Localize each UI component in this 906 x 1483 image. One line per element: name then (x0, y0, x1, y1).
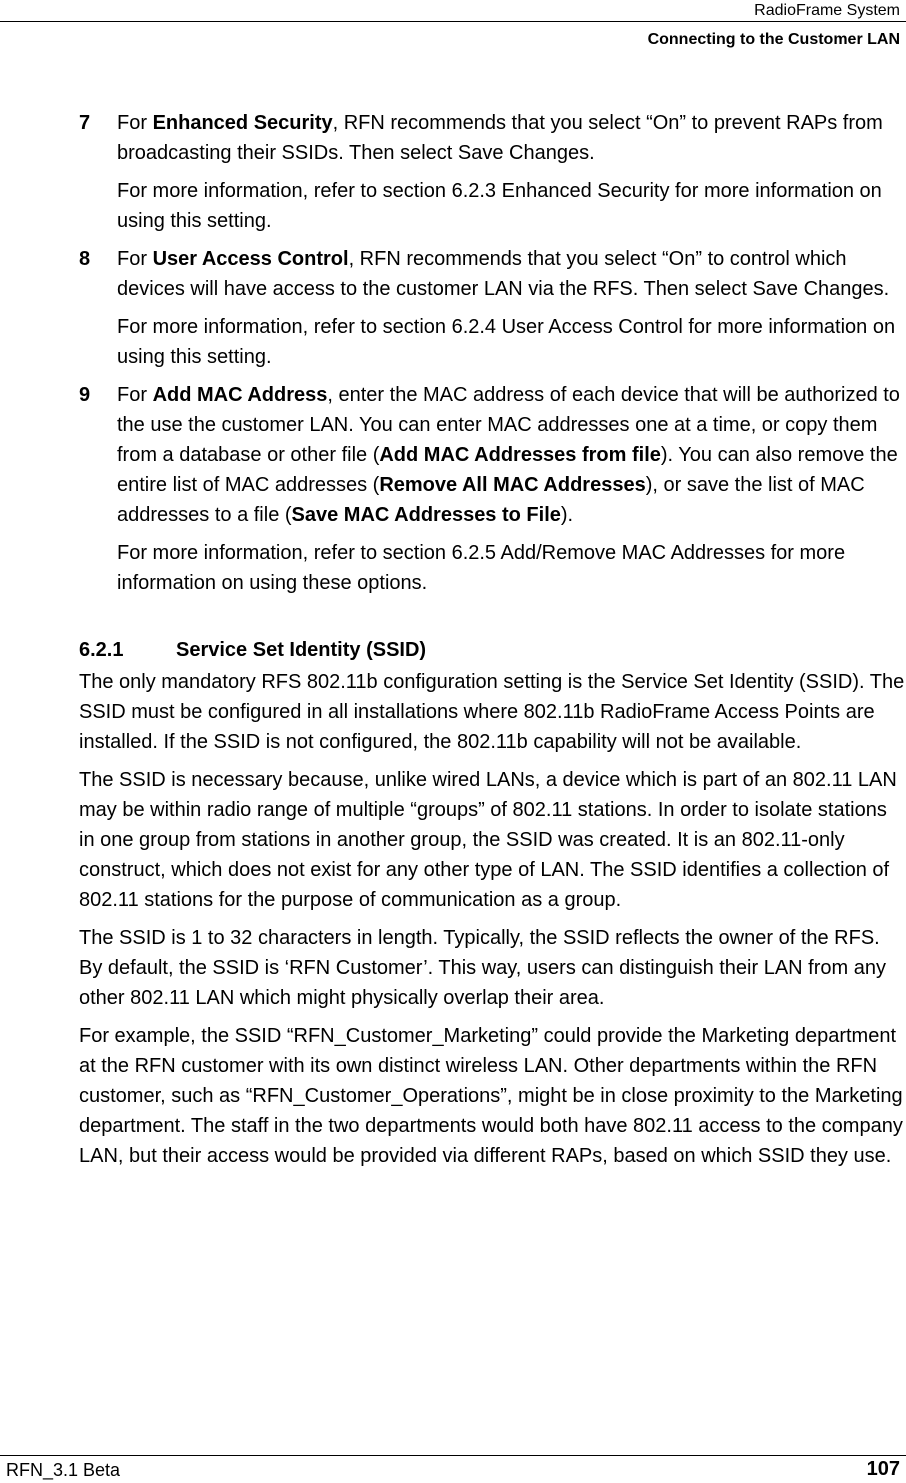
body-paragraph: The SSID is necessary because, unlike wired LANs, a device which is part of an 802.11 LAN may be within radio range of multiple “groups” of 802.11 stations. In order to isolate stations in one group from stations in another group, the SSID was created. It is an 802.11-only construct, which does not exist for any other type of LAN. The SSID identifies a collection of 802.11 stations for the purpose of communication as a group. (79, 769, 897, 911)
section-title: Service Set Identity (SSID) (176, 639, 427, 661)
section-number: 6.2.1 (79, 639, 124, 661)
footer-doc-id: RFN_3.1 Beta (6, 1460, 121, 1480)
step-term: User Access Control (152, 248, 349, 270)
step-term: Add MAC Address (152, 384, 328, 406)
step-item (79, 244, 905, 372)
body-paragraph: For example, the SSID “RFN_Customer_Marketing” could provide the Marketing department at the RFN customer with its own distinct wireless LAN. Other departments within the RFN customer, such as “RFN_Customer_Operations”, might be in close proximity to the Marketing department. The staff in the two departments would both have 802.11 access to the company LAN, but their access would be provided via different RAPs, based on which SSID they use. (79, 1025, 903, 1167)
step-number: 7 (79, 112, 91, 134)
step-term: Save MAC Addresses to File (291, 504, 561, 526)
page-header (0, 0, 906, 60)
step-reference: For more information, refer to section 6.2.3 Enhanced Security for more information on using this setting. (117, 180, 882, 232)
step-item (79, 380, 905, 598)
step-reference: For more information, refer to section 6.2.4 User Access Control for more information on using this setting. (117, 316, 896, 368)
header-title: RadioFrame System (754, 2, 900, 19)
footer-divider (0, 1455, 906, 1456)
step-instruction: For Add MAC Address, enter the MAC address of each device that will be authorized to the use the customer LAN. You can enter MAC addresses one at a time, or copy them from a database or other file (Add MAC Addresses from file). You can also remove the entire list of MAC addresses (Remove All MAC Addresses), or save the list of MAC addresses to a file (Save MAC Addresses to File). (117, 384, 900, 526)
header-section-title: Connecting to the Customer LAN (647, 31, 900, 48)
step-number: 8 (79, 248, 91, 270)
step-term: Enhanced Security (152, 112, 333, 134)
header-divider (0, 21, 906, 22)
page-body (79, 108, 905, 1171)
page-number: 107 (866, 1458, 900, 1480)
step-number: 9 (79, 384, 91, 406)
section-heading (79, 635, 905, 665)
body-paragraph: The SSID is 1 to 32 characters in length. Typically, the SSID reflects the owner of the RFS. By default, the SSID is ‘RFN Customer’. This way, users can distinguish their LAN from any other 802.11 LAN which might physically overlap their area. (79, 927, 886, 1009)
step-term: Add MAC Addresses from file (379, 444, 661, 466)
step-reference: For more information, refer to section 6.2.5 Add/Remove MAC Addresses for more information on using these options. (117, 542, 846, 594)
step-term: Remove All MAC Addresses (379, 474, 646, 496)
step-item (79, 108, 905, 236)
body-paragraph: The only mandatory RFS 802.11b configuration setting is the Service Set Identity (SSID). The SSID must be configured in all installations where 802.11b RadioFrame Access Points are installed. If the SSID is not configured, the 802.11b capability will not be available. (79, 671, 905, 753)
step-instruction: For User Access Control, RFN recommends that you select “On” to control which devices will have access to the customer LAN via the RFS. Then select Save Changes. (117, 248, 890, 300)
step-instruction: For Enhanced Security, RFN recommends that you select “On” to prevent RAPs from broadcasting their SSIDs. Then select Save Changes. (117, 112, 883, 164)
